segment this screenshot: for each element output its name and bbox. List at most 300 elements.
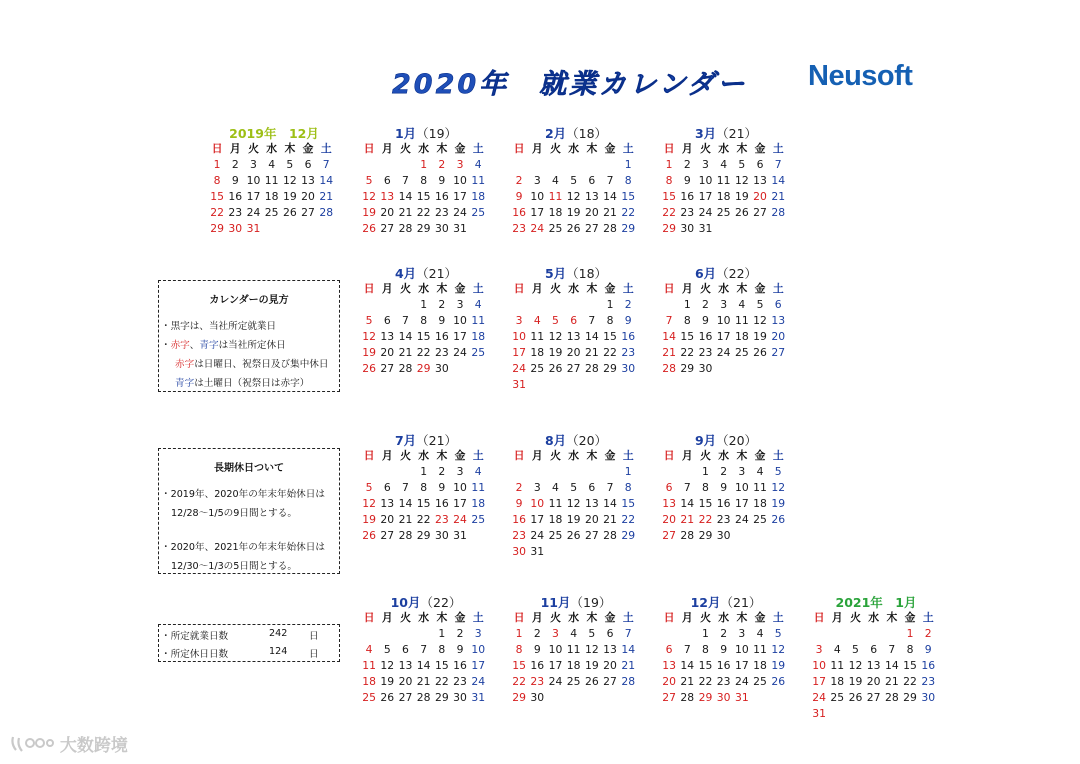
day-cell: 25 xyxy=(362,691,376,704)
day-cell: 10 xyxy=(530,497,545,510)
day-cell: 23 xyxy=(512,529,526,542)
month-workday-count: （21） xyxy=(720,595,762,610)
weekday-label: 金 xyxy=(754,142,766,155)
day-cell: 2 xyxy=(438,465,446,478)
day-cell: 17 xyxy=(246,190,261,203)
day-cell: 16 xyxy=(530,659,545,672)
day-cell: 12 xyxy=(753,314,767,327)
day-cell: 30 xyxy=(530,691,545,704)
day-cell: 24 xyxy=(530,222,545,235)
weekday-label: 月 xyxy=(381,282,393,295)
day-cell: 28 xyxy=(603,529,617,542)
weekday-label: 土 xyxy=(622,449,634,462)
day-cell: 19 xyxy=(380,675,395,688)
day-cell: 29 xyxy=(621,222,636,235)
month-workday-count: （20） xyxy=(716,433,758,448)
day-cell: 6 xyxy=(383,174,391,187)
day-cell: 13 xyxy=(584,190,599,203)
empty-cell xyxy=(528,157,546,173)
legend-red-word-2: 赤字 xyxy=(175,359,195,370)
day-cell: 13 xyxy=(566,330,581,343)
empty-cell xyxy=(865,626,883,642)
day-cell: 14 xyxy=(416,659,431,672)
month-label: 5月 xyxy=(544,266,567,281)
day-cell: 5 xyxy=(552,314,559,327)
day-cell: 20 xyxy=(753,190,767,203)
day-cell: 1 xyxy=(702,465,709,478)
weekday-label: 火 xyxy=(700,611,711,624)
weekday-label: 土 xyxy=(472,449,484,462)
day-cell: 29 xyxy=(903,691,917,704)
day-cell: 4 xyxy=(833,643,841,656)
long-holiday-line-4: 12/30～1/3の5日間とする。 xyxy=(171,561,297,572)
day-cell: 31 xyxy=(698,222,713,235)
day-cell: 26 xyxy=(380,691,395,704)
day-cell: 18 xyxy=(362,675,376,688)
day-cell: 18 xyxy=(548,206,563,219)
day-cell: 4 xyxy=(365,643,373,656)
month-header xyxy=(660,593,792,609)
day-cell: 7 xyxy=(588,314,596,327)
day-cell: 3 xyxy=(702,158,709,171)
month-label: 2019年 12月 xyxy=(229,126,319,141)
weekday-label: 金 xyxy=(604,449,616,462)
day-cell: 9 xyxy=(438,314,446,327)
weekday-label: 木 xyxy=(736,282,748,295)
day-cell: 22 xyxy=(621,206,636,219)
weekday-label: 土 xyxy=(772,142,784,155)
weekday-label: 木 xyxy=(736,611,748,624)
day-cell: 9 xyxy=(624,314,632,327)
day-cell: 11 xyxy=(734,314,749,327)
month-label: 10月 xyxy=(390,595,421,610)
day-cell: 5 xyxy=(365,174,373,187)
day-cell: 6 xyxy=(665,481,673,494)
weekday-label: 金 xyxy=(604,611,616,624)
day-cell: 16 xyxy=(434,190,449,203)
day-cell: 31 xyxy=(453,529,467,542)
weekday-label: 火 xyxy=(700,282,711,295)
day-cell: 27 xyxy=(603,675,617,688)
weekday-label: 月 xyxy=(531,611,543,624)
day-cell: 24 xyxy=(734,513,749,526)
day-cell: 7 xyxy=(624,627,632,640)
month-calendar xyxy=(510,264,642,393)
weekday-label: 火 xyxy=(550,449,561,462)
day-cell: 17 xyxy=(716,330,731,343)
day-cell: 24 xyxy=(734,675,749,688)
day-cell: 14 xyxy=(603,497,617,510)
day-cell: 12 xyxy=(848,659,863,672)
weekday-label: 金 xyxy=(754,282,766,295)
empty-cell xyxy=(378,297,396,313)
day-cell: 18 xyxy=(753,659,767,672)
day-cell: 1 xyxy=(606,298,614,311)
day-cell: 9 xyxy=(720,481,728,494)
day-cell: 16 xyxy=(453,659,467,672)
day-cell: 29 xyxy=(662,222,676,235)
day-cell: 28 xyxy=(398,362,413,375)
day-cell: 23 xyxy=(228,206,243,219)
day-cell: 21 xyxy=(771,190,786,203)
legend-line-4 xyxy=(175,375,339,389)
legend-sep: 、 xyxy=(189,340,200,351)
month-label: 6月 xyxy=(694,266,717,281)
day-cell: 6 xyxy=(588,174,596,187)
day-cell: 26 xyxy=(548,362,563,375)
month-header xyxy=(360,593,492,609)
weekday-label: 土 xyxy=(472,282,484,295)
day-cell: 29 xyxy=(416,529,431,542)
day-cell: 26 xyxy=(362,362,376,375)
month-label: 3月 xyxy=(694,126,717,141)
month-calendar xyxy=(660,593,792,706)
day-cell: 28 xyxy=(884,691,899,704)
day-cell: 10 xyxy=(453,174,467,187)
weekday-label: 火 xyxy=(400,142,411,155)
weekday-label: 日 xyxy=(663,282,675,295)
day-cell: 22 xyxy=(416,513,431,526)
day-cell: 4 xyxy=(570,627,578,640)
watermark-logo-icon xyxy=(10,734,54,759)
empty-cell xyxy=(415,626,433,642)
weekday-label: 月 xyxy=(681,282,693,295)
day-cell: 28 xyxy=(398,222,413,235)
day-cell: 21 xyxy=(584,346,599,359)
month-grid xyxy=(360,141,492,237)
day-cell: 5 xyxy=(365,314,373,327)
day-cell: 5 xyxy=(588,627,596,640)
legend-text-sunday: は日曜日、祝祭日及び集中休日 xyxy=(194,359,329,370)
day-cell: 21 xyxy=(662,346,676,359)
day-cell: 2 xyxy=(515,481,523,494)
weekday-label: 木 xyxy=(586,611,598,624)
work-days-value: 242 xyxy=(269,628,288,639)
day-cell: 5 xyxy=(286,158,294,171)
month-grid xyxy=(208,141,340,237)
weekday-label: 水 xyxy=(868,611,880,624)
day-cell: 16 xyxy=(512,206,526,219)
day-cell: 1 xyxy=(420,158,428,171)
weekday-label: 水 xyxy=(418,142,430,155)
day-cell: 21 xyxy=(398,513,413,526)
day-cell: 16 xyxy=(716,659,731,672)
day-cell: 20 xyxy=(566,346,581,359)
day-cell: 12 xyxy=(380,659,395,672)
day-cell: 22 xyxy=(416,346,431,359)
legend-line-2: ・赤字、青字は当社所定休日 xyxy=(161,340,286,351)
day-cell: 8 xyxy=(213,174,221,187)
day-cell: 10 xyxy=(246,174,261,187)
day-cell: 23 xyxy=(716,675,731,688)
day-cell: 8 xyxy=(906,643,914,656)
day-cell: 30 xyxy=(921,691,936,704)
day-cell: 16 xyxy=(921,659,936,672)
day-cell: 19 xyxy=(566,513,581,526)
empty-cell xyxy=(565,157,583,173)
month-calendar xyxy=(360,264,492,377)
weekday-label: 土 xyxy=(772,282,784,295)
day-cell: 10 xyxy=(471,643,486,656)
day-cell: 23 xyxy=(434,513,449,526)
empty-cell xyxy=(396,297,414,313)
day-cell: 18 xyxy=(716,190,731,203)
day-cell: 21 xyxy=(680,675,695,688)
day-cell: 25 xyxy=(264,206,279,219)
month-grid xyxy=(510,610,642,706)
day-cell: 18 xyxy=(734,330,749,343)
day-cell: 8 xyxy=(420,314,428,327)
weekday-label: 日 xyxy=(513,449,525,462)
empty-cell xyxy=(660,626,678,642)
day-cell: 4 xyxy=(533,314,541,327)
day-cell: 21 xyxy=(680,513,695,526)
weekday-label: 日 xyxy=(211,142,223,155)
empty-cell xyxy=(360,464,378,480)
long-holiday-title: 長期休日ついて xyxy=(214,463,284,474)
day-cell: 29 xyxy=(512,691,526,704)
day-cell: 8 xyxy=(683,314,691,327)
month-label: 11月 xyxy=(540,595,571,610)
weekday-label: 月 xyxy=(531,142,543,155)
day-cell: 29 xyxy=(603,362,617,375)
day-cell: 9 xyxy=(438,174,446,187)
day-cell: 26 xyxy=(362,222,376,235)
day-cell: 12 xyxy=(771,643,786,656)
day-cell: 4 xyxy=(738,298,746,311)
day-cell: 30 xyxy=(680,222,695,235)
day-cell: 23 xyxy=(434,206,449,219)
weekday-label: 月 xyxy=(681,142,693,155)
month-workday-count: （18） xyxy=(566,266,608,281)
month-calendar xyxy=(360,593,492,706)
month-header xyxy=(510,431,642,447)
weekday-label: 土 xyxy=(622,142,634,155)
day-cell: 9 xyxy=(533,643,541,656)
month-workday-count: （22） xyxy=(716,266,758,281)
day-cell: 26 xyxy=(362,529,376,542)
day-cell: 25 xyxy=(471,346,486,359)
month-calendar xyxy=(660,124,792,237)
day-cell: 15 xyxy=(662,190,676,203)
day-cell: 21 xyxy=(884,675,899,688)
day-cell: 1 xyxy=(438,627,446,640)
month-workday-count: （19） xyxy=(570,595,612,610)
day-cell: 11 xyxy=(471,314,486,327)
day-cell: 29 xyxy=(621,529,636,542)
day-cell: 5 xyxy=(365,481,373,494)
day-cell: 10 xyxy=(734,643,749,656)
day-cell: 29 xyxy=(698,691,713,704)
day-cell: 5 xyxy=(852,643,859,656)
day-cell: 8 xyxy=(515,643,523,656)
day-cell: 30 xyxy=(716,529,731,542)
weekday-label: 金 xyxy=(904,611,916,624)
day-cell: 14 xyxy=(603,190,617,203)
day-cell: 2 xyxy=(720,465,728,478)
day-cell: 15 xyxy=(621,190,636,203)
day-cell: 28 xyxy=(680,529,695,542)
day-cell: 23 xyxy=(921,675,936,688)
day-cell: 28 xyxy=(398,529,413,542)
day-cell: 27 xyxy=(771,346,786,359)
weekday-label: 月 xyxy=(381,449,393,462)
day-cell: 19 xyxy=(548,346,563,359)
day-cell: 7 xyxy=(402,314,409,327)
day-cell: 31 xyxy=(512,378,526,391)
day-cell: 20 xyxy=(380,206,395,219)
day-cell: 25 xyxy=(530,362,545,375)
day-cell: 22 xyxy=(434,675,449,688)
off-days-label: ・所定休日日数 xyxy=(161,649,229,660)
day-cell: 6 xyxy=(383,481,391,494)
day-cell: 30 xyxy=(434,529,449,542)
weekday-label: 水 xyxy=(718,282,730,295)
day-cell: 2 xyxy=(702,298,709,311)
day-cell: 24 xyxy=(548,675,563,688)
weekday-label: 金 xyxy=(754,611,766,624)
weekday-label: 水 xyxy=(718,449,730,462)
day-cell: 4 xyxy=(474,298,482,311)
month-calendar xyxy=(660,431,792,544)
day-cell: 3 xyxy=(738,627,746,640)
day-cell: 23 xyxy=(453,675,467,688)
day-cell: 5 xyxy=(756,298,764,311)
month-grid xyxy=(660,610,792,706)
legend-text-saturday: は土曜日（祝祭日は赤字） xyxy=(194,378,310,389)
month-workday-count: （21） xyxy=(416,433,458,448)
day-cell: 31 xyxy=(812,707,826,720)
day-cell: 14 xyxy=(398,190,413,203)
day-cell: 27 xyxy=(584,222,599,235)
day-cell: 2 xyxy=(683,158,691,171)
calendar-title: 2020年 就業カレンダー xyxy=(392,69,748,100)
day-cell: 10 xyxy=(453,314,467,327)
day-cell: 15 xyxy=(698,497,713,510)
weekday-label: 木 xyxy=(736,142,748,155)
weekday-label: 火 xyxy=(400,611,411,624)
day-cell: 13 xyxy=(662,497,676,510)
weekday-label: 金 xyxy=(604,282,616,295)
day-cell: 3 xyxy=(474,627,482,640)
month-calendar xyxy=(208,124,340,237)
day-cell: 16 xyxy=(228,190,243,203)
day-cell: 15 xyxy=(603,330,617,343)
watermark xyxy=(10,731,128,759)
month-header xyxy=(660,124,792,140)
month-calendar xyxy=(510,593,642,706)
day-cell: 6 xyxy=(304,158,312,171)
month-label: 12月 xyxy=(690,595,721,610)
weekday-label: 金 xyxy=(302,142,314,155)
long-holiday-line-2: 12/28～1/5の9日間とする。 xyxy=(171,508,297,519)
day-cell: 13 xyxy=(584,497,599,510)
day-cell: 12 xyxy=(734,174,749,187)
empty-cell xyxy=(828,626,846,642)
weekday-label: 木 xyxy=(586,282,598,295)
day-cell: 10 xyxy=(453,481,467,494)
day-cell: 17 xyxy=(530,206,545,219)
day-cell: 13 xyxy=(380,190,395,203)
month-header xyxy=(810,593,942,609)
empty-cell xyxy=(510,297,528,313)
day-cell: 27 xyxy=(380,222,395,235)
day-cell: 24 xyxy=(453,206,467,219)
day-cell: 26 xyxy=(753,346,767,359)
day-cell: 20 xyxy=(771,330,786,343)
day-cell: 27 xyxy=(566,362,581,375)
day-cell: 25 xyxy=(753,675,767,688)
day-cell: 25 xyxy=(548,222,563,235)
day-cell: 20 xyxy=(866,675,881,688)
day-cell: 17 xyxy=(734,497,749,510)
month-workday-count: （20） xyxy=(566,433,608,448)
day-cell: 30 xyxy=(228,222,243,235)
day-cell: 27 xyxy=(753,206,767,219)
day-cell: 17 xyxy=(530,513,545,526)
day-cell: 30 xyxy=(512,545,526,558)
day-cell: 12 xyxy=(282,174,297,187)
legend-text-black: ・黒字は、当社所定就業日 xyxy=(161,321,277,332)
month-header xyxy=(660,264,792,280)
day-cell: 8 xyxy=(606,314,614,327)
empty-cell xyxy=(678,464,696,480)
day-cell: 9 xyxy=(438,481,446,494)
weekday-label: 木 xyxy=(586,449,598,462)
day-cell: 12 xyxy=(771,481,786,494)
day-cell: 20 xyxy=(662,675,676,688)
day-cell: 29 xyxy=(416,222,431,235)
weekday-label: 水 xyxy=(266,142,278,155)
day-cell: 12 xyxy=(548,330,563,343)
empty-cell xyxy=(846,626,864,642)
day-cell: 15 xyxy=(416,497,431,510)
month-label: 2021年 1月 xyxy=(835,595,917,610)
day-cell: 21 xyxy=(398,206,413,219)
month-label: 4月 xyxy=(394,266,417,281)
weekday-label: 土 xyxy=(772,449,784,462)
day-cell: 11 xyxy=(362,659,376,672)
day-cell: 27 xyxy=(662,529,676,542)
day-cell: 19 xyxy=(362,513,376,526)
day-cell: 11 xyxy=(753,643,767,656)
day-cell: 25 xyxy=(548,529,563,542)
day-cell: 26 xyxy=(771,513,786,526)
day-cell: 21 xyxy=(398,346,413,359)
day-cell: 23 xyxy=(716,513,731,526)
day-cell: 9 xyxy=(924,643,932,656)
day-cell: 18 xyxy=(471,190,486,203)
day-cell: 17 xyxy=(512,346,526,359)
weekday-label: 水 xyxy=(568,142,580,155)
month-header xyxy=(360,431,492,447)
empty-cell xyxy=(396,464,414,480)
day-cell: 14 xyxy=(680,659,695,672)
weekday-label: 金 xyxy=(754,449,766,462)
day-cell: 18 xyxy=(566,659,581,672)
day-cell: 6 xyxy=(570,314,578,327)
day-cell: 25 xyxy=(716,206,731,219)
weekday-label: 木 xyxy=(436,449,448,462)
day-cell: 2 xyxy=(533,627,541,640)
day-cell: 26 xyxy=(566,222,581,235)
day-cell: 3 xyxy=(720,298,728,311)
neusoft-logo: Neusoft xyxy=(808,60,913,92)
day-cell: 10 xyxy=(512,330,526,343)
day-cell: 16 xyxy=(434,330,449,343)
weekday-label: 水 xyxy=(418,282,430,295)
empty-cell xyxy=(583,464,601,480)
